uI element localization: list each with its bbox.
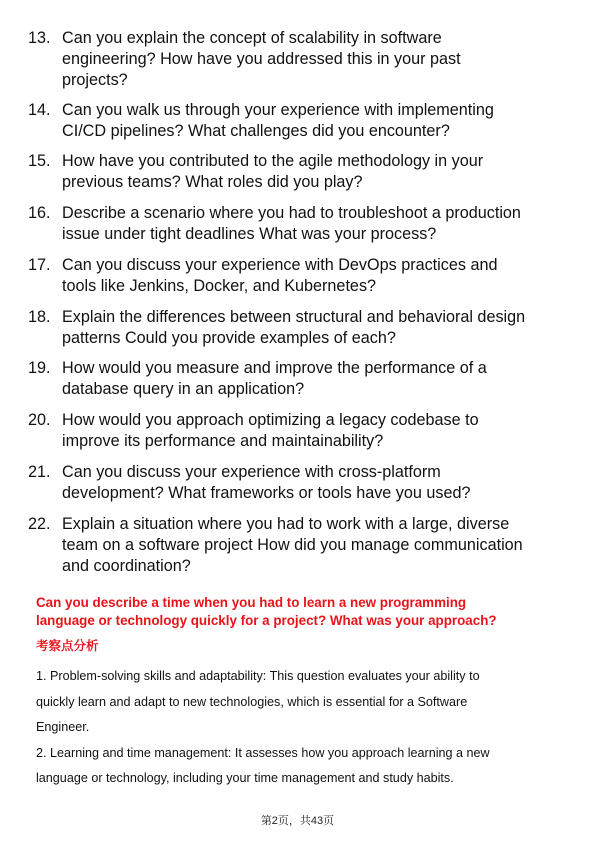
question-number: 19. <box>28 359 51 377</box>
question-line: How have you contributed to the agile methodology in your <box>62 152 484 170</box>
question-text <box>62 307 572 349</box>
question-line: Explain a situation where you had to work with a large, diverse <box>62 515 510 533</box>
question-number: 22. <box>28 515 51 533</box>
question-text <box>62 28 572 91</box>
question-line: How would you measure and improve the performance of a <box>62 359 487 377</box>
question-line: team on a software project How did you manage communication <box>62 536 523 554</box>
question-number: 15. <box>28 152 51 170</box>
question-line: tools like Jenkins, Docker, and Kubernetes? <box>62 277 377 295</box>
highlighted-question <box>36 594 566 630</box>
question-number: 13. <box>28 29 51 47</box>
question-line: patterns Could you provide examples of each? <box>62 329 396 347</box>
page-number-footer: 第2页，共43页 <box>260 815 335 827</box>
question-line: projects? <box>62 71 128 89</box>
question-line: improve its performance and maintainability? <box>62 432 384 450</box>
question-line: How would you approach optimizing a legacy codebase to <box>62 411 479 429</box>
question-number: 14. <box>28 101 51 119</box>
question-line: Describe a scenario where you had to troubleshoot a production <box>62 204 521 222</box>
question-text <box>62 462 572 504</box>
analysis-body <box>36 664 566 792</box>
analysis-line: language or technology, including your time management and study habits. <box>36 771 454 785</box>
question-number: 18. <box>28 308 51 326</box>
question-line: previous teams? What roles did you play? <box>62 173 363 191</box>
analysis-line: 1. Problem-solving skills and adaptability: This question evaluates your ability to <box>36 669 480 683</box>
question-line: issue under tight deadlines What was your process? <box>62 225 437 243</box>
question-line: and coordination? <box>62 557 191 575</box>
analysis-line: 2. Learning and time management: It assesses how you approach learning a new <box>36 745 490 760</box>
analysis-line: quickly learn and adapt to new technologies, which is essential for a Software <box>36 694 468 709</box>
question-line: Explain the differences between structural and behavioral design <box>62 308 526 326</box>
question-number: 16. <box>28 204 51 222</box>
question-number: 21. <box>28 463 51 481</box>
question-text <box>62 514 572 577</box>
question-line: database query in an application? <box>62 380 305 398</box>
question-text <box>62 100 572 142</box>
question-line: engineering? How have you addressed this in your past <box>62 50 461 68</box>
analysis-heading: 考察点分析 <box>36 639 99 653</box>
highlighted-question-line: Can you describe a time when you had to learn a new programming <box>36 595 467 610</box>
question-line: Can you explain the concept of scalability in software <box>62 29 442 47</box>
question-line: CI/CD pipelines? What challenges did you encounter? <box>62 122 450 140</box>
analysis-line: Engineer. <box>36 720 90 734</box>
question-number: 17. <box>28 256 51 274</box>
question-line: development? What frameworks or tools have you used? <box>62 484 471 502</box>
question-text <box>62 410 572 452</box>
question-number: 20. <box>28 411 51 429</box>
question-text <box>62 358 572 400</box>
question-line: Can you walk us through your experience with implementing <box>62 101 494 119</box>
question-line: Can you discuss your experience with cross-platform <box>62 463 441 481</box>
question-line: Can you discuss your experience with DevOps practices and <box>62 256 498 274</box>
question-text <box>62 203 572 245</box>
question-text <box>62 255 572 297</box>
question-text <box>62 151 572 193</box>
highlighted-question-line: language or technology quickly for a project? What was your approach? <box>36 613 497 628</box>
